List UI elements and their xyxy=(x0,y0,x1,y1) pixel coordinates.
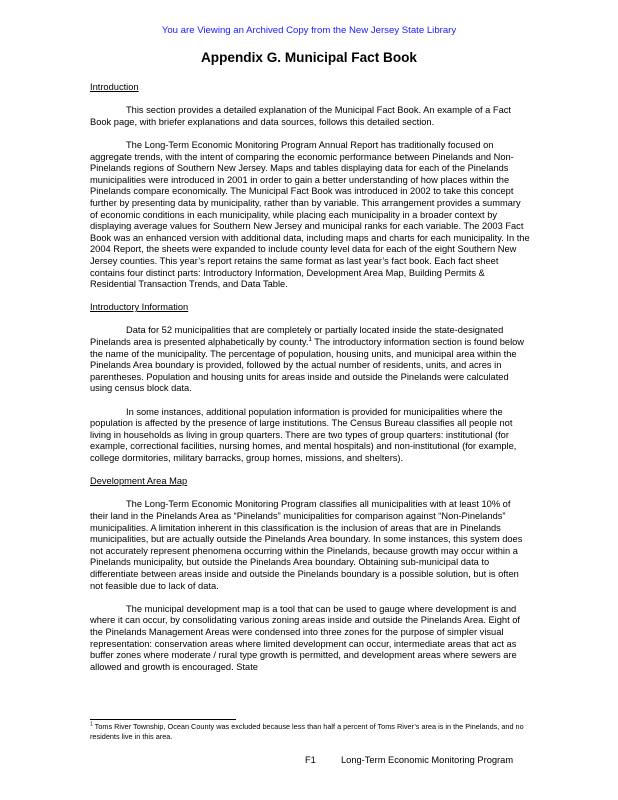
introductory-paragraph-1-end: The introductory information section is found below the name of the municipality. The percentage of population, housing units, and municipal area within the Pinelands Area boundary is provided, followed by the actual number of residents, units, and acres in parentheses. Population and housing units for areas inside and outside the Pinelands were calculated using census block data. xyxy=(90,337,525,394)
footnote-reference: 1 xyxy=(308,336,312,343)
page-footer xyxy=(305,754,513,766)
footnote-divider xyxy=(90,719,236,720)
section-heading-development-area-map: Development Area Map xyxy=(90,476,188,487)
section-heading-introduction: Introduction xyxy=(90,82,139,92)
section-heading-introductory-information: Introductory Information xyxy=(90,302,189,313)
introductory-paragraph-2: In some instances, additional population information is provided for municipalities where the population is affected by the presence of large institutions. The Census Bureau classifies all people not living in households as living in group quarters. There are two types of group quarters: institutional (for example, correctional facilities, nursing homes, and mental hospitals) and non-institutional (for example, college dormitories, military barracks, group homes, missions, and shelters). xyxy=(90,406,517,463)
introductory-paragraph-1-start: Data for 52 municipalities that are completely or partially located inside the state-designated Pinelands area is presented alphabetically by county. xyxy=(90,325,504,348)
development-paragraph-1: The Long-Term Economic Monitoring Program classifies all municipalities with at least 10% of their land in the Pinelands Area as “Pinelands” municipalities for comparison against “Non-Pinelands” municipalities. A limitation inherent in this classification is the inclusion of areas that are in Pinelands municipalities, but are actually outside the Pinelands Area boundary. In some instances, this system does not accurately represent phenomena occurring within the Pinelands, because growth may occur within a Pinelands municipality, but outside the Pinelands Area boundary. Obtaining sub-municipal data to differentiate between areas inside and outside the Pinelands boundary is a possible solution, but is often not feasible due to lack of data. xyxy=(90,499,523,591)
page-title: Appendix G. Municipal Fact Book xyxy=(200,50,417,65)
footnote-marker: 1 xyxy=(90,721,93,728)
introduction-paragraph-1: This section provides a detailed explanation of the Municipal Fact Book. An example of a Fact Book page, with briefer explanations and data sources, follows this detailed section. xyxy=(90,105,512,127)
footnote-text: Toms River Township, Ocean County was excluded because less than half a percent of Toms River’s area is in the Pinelands, and no residents live in this area. xyxy=(90,722,524,741)
archive-banner: You are Viewing an Archived Copy from the New Jersey State Library xyxy=(161,25,457,36)
footnote xyxy=(90,722,530,742)
introduction-paragraph-2: The Long-Term Economic Monitoring Program Annual Report has traditionally focused on aggregate trends, with the intent of comparing the economic performance between Pinelands and Non-Pinelands regions of Southern New Jersey. Maps and tables displaying data for each of the Pinelands municipalities were introduced in 2001 in order to gain a better understanding of how places within the Pinelands compare economically. The Municipal Fact Book was introduced in 2002 to take this concept further by presenting data by municipality, rather than by variable. This arrangement provides a summary of economic conditions in each municipality, while placing each municipality in a broader context by displaying average values for Southern New Jersey and municipal ranks for each variable. The 2003 Fact Book was an enhanced version with additional data, including maps and charts for each municipality. In the 2004 Report, the sheets were expanded to include county level data for each of the eight Southern New Jersey counties. This year’s report retains the same format as last year’s fact book. Each fact sheet contains four distinct parts: Introductory Information, Development Area Map, Building Permits & Residential Transaction Trends, and Data Table. xyxy=(90,139,530,290)
footer-program-name: Long-Term Economic Monitoring Program xyxy=(341,755,514,765)
introductory-paragraph-1 xyxy=(90,325,530,395)
development-paragraph-2: The municipal development map is a tool that can be used to gauge where development is and where it can occur, by consolidating various zoning areas inside and outside the Pinelands Area. Eight of the Pinelands Management Areas were condensed into three zones for the purpose of simpler visual representation: conservation areas where limited development can occur, intermediate areas that act as buffer zones where moderate / rural type growth is permitted, and development areas where sewers are allowed and growth is encouraged. State xyxy=(90,603,520,672)
document-body xyxy=(90,82,530,685)
page-number: F1 xyxy=(305,755,316,765)
